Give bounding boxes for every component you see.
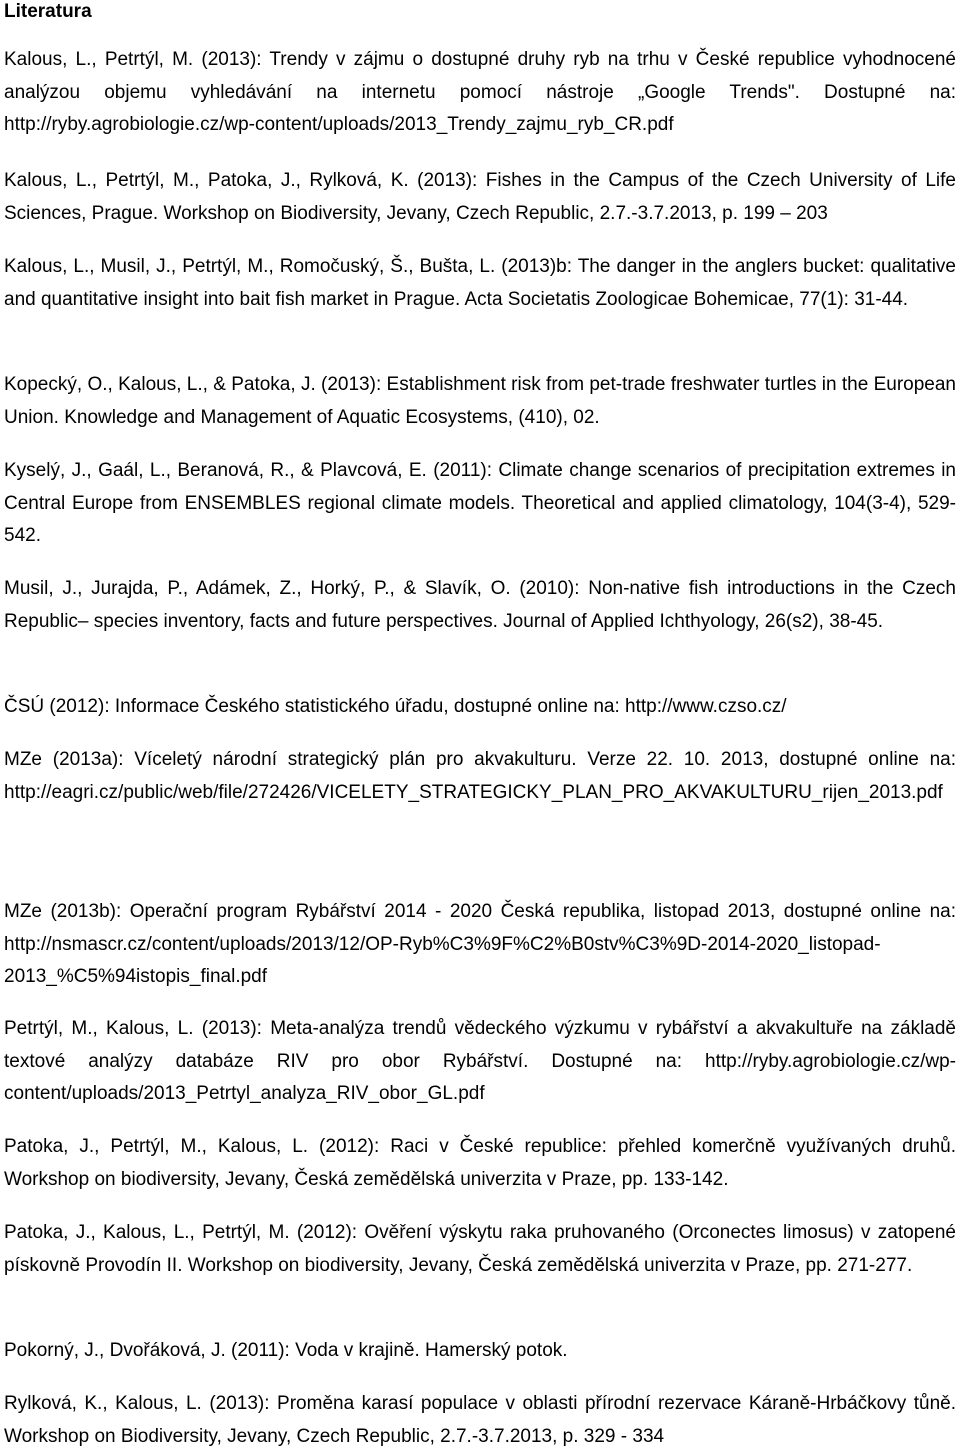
- reference-item: ČSÚ (2012): Informace Českého statistického úřadu, dostupné online na: http://www.czso.cz/: [4, 696, 787, 717]
- reference-item: Patoka, J., Kalous, L., Petrtýl, M. (2012): Ověření výskytu raka pruhovaného (Orconectes limosus) v zatopené pískovně Provodín II. Workshop on biodiversity, Jevany, Česká zemědělská univerzita v Praze, pp. 271-277.: [4, 1222, 956, 1276]
- reference-item: Kalous, L., Musil, J., Petrtýl, M., Romočuský, Š., Bušta, L. (2013)b: The danger in the anglers bucket: qualitative and quantitative insight into bait fish market in Prague. Acta Societatis Zoologicae Bohemicae, 77(1): 31-44.: [4, 256, 956, 310]
- reference-item: Musil, J., Jurajda, P., Adámek, Z., Horký, P., & Slavík, O. (2010): Non-native fish introductions in the Czech Republic– species inventory, facts and future perspectives. Journal of Applied Ichthyology, 26(s2), 38-45.: [4, 578, 956, 632]
- reference-item: Petrtýl, M., Kalous, L. (2013): Meta-analýza trendů vědeckého výzkumu v rybářství a akvakultuře na základě textové analýzy databáze RIV pro obor Rybářství. Dostupné na: http://ryby.agrobiologie.cz/wp-content/uploads/2013_Petrtyl_analyza_RIV_obor_GL.pdf: [4, 1018, 956, 1104]
- reference-item: Rylková, K., Kalous, L. (2013): Proměna karasí populace v oblasti přírodní rezervace Káraně-Hrbáčkovy tůně. Workshop on Biodiversity, Jevany, Czech Republic, 2.7.-3.7.2013, p. 329 - 334: [4, 1393, 956, 1447]
- reference-item: MZe (2013b): Operační program Rybářství 2014 - 2020 Česká republika, listopad 2013, dostupné online na: http://nsmascr.cz/content/uploads/2013/12/OP-Ryb%C3%9F%C2%B0stv%C3%9D-2014-2020_listopad-2013_%C5%94istopis_final.pdf: [4, 901, 956, 987]
- reference-item: MZe (2013a): Víceletý národní strategický plán pro akvakulturu. Verze 22. 10. 2013, dostupné online na: http://eagri.cz/public/web/file/272426/VICELETY_STRATEGICKY_PLAN_PRO_AKVAKULTURU_rijen_2013.pdf: [4, 749, 956, 803]
- reference-item: Kalous, L., Petrtýl, M. (2013): Trendy v zájmu o dostupné druhy ryb na trhu v České republice vyhodnocené analýzou objemu vyhledávání na internetu pomocí nástroje „Google Trends". Dostupné na: http://ryby.agrobiologie.cz/wp-content/uploads/2013_Trendy_zajmu_ryb_CR.pdf: [4, 49, 956, 135]
- reference-item: Kalous, L., Petrtýl, M., Patoka, J., Rylková, K. (2013): Fishes in the Campus of the Czech University of Life Sciences, Prague. Workshop on Biodiversity, Jevany, Czech Republic, 2.7.-3.7.2013, p. 199 – 203: [4, 170, 956, 224]
- reference-item: Patoka, J., Petrtýl, M., Kalous, L. (2012): Raci v České republice: přehled komerčně využívaných druhů. Workshop on biodiversity, Jevany, Česká zemědělská univerzita v Praze, pp. 133-142.: [4, 1136, 956, 1190]
- reference-item: Pokorný, J., Dvořáková, J. (2011): Voda v krajině. Hamerský potok.: [4, 1340, 568, 1361]
- reference-page: [4, 0, 956, 1447]
- section-heading: Literatura: [4, 1, 92, 22]
- reference-item: Kyselý, J., Gaál, L., Beranová, R., & Plavcová, E. (2011): Climate change scenarios of precipitation extremes in Central Europe from ENSEMBLES regional climate models. Theoretical and applied climatology, 104(3-4), 529-542.: [4, 460, 956, 546]
- reference-item: Kopecký, O., Kalous, L., & Patoka, J. (2013): Establishment risk from pet-trade freshwater turtles in the European Union. Knowledge and Management of Aquatic Ecosystems, (410), 02.: [4, 374, 956, 428]
